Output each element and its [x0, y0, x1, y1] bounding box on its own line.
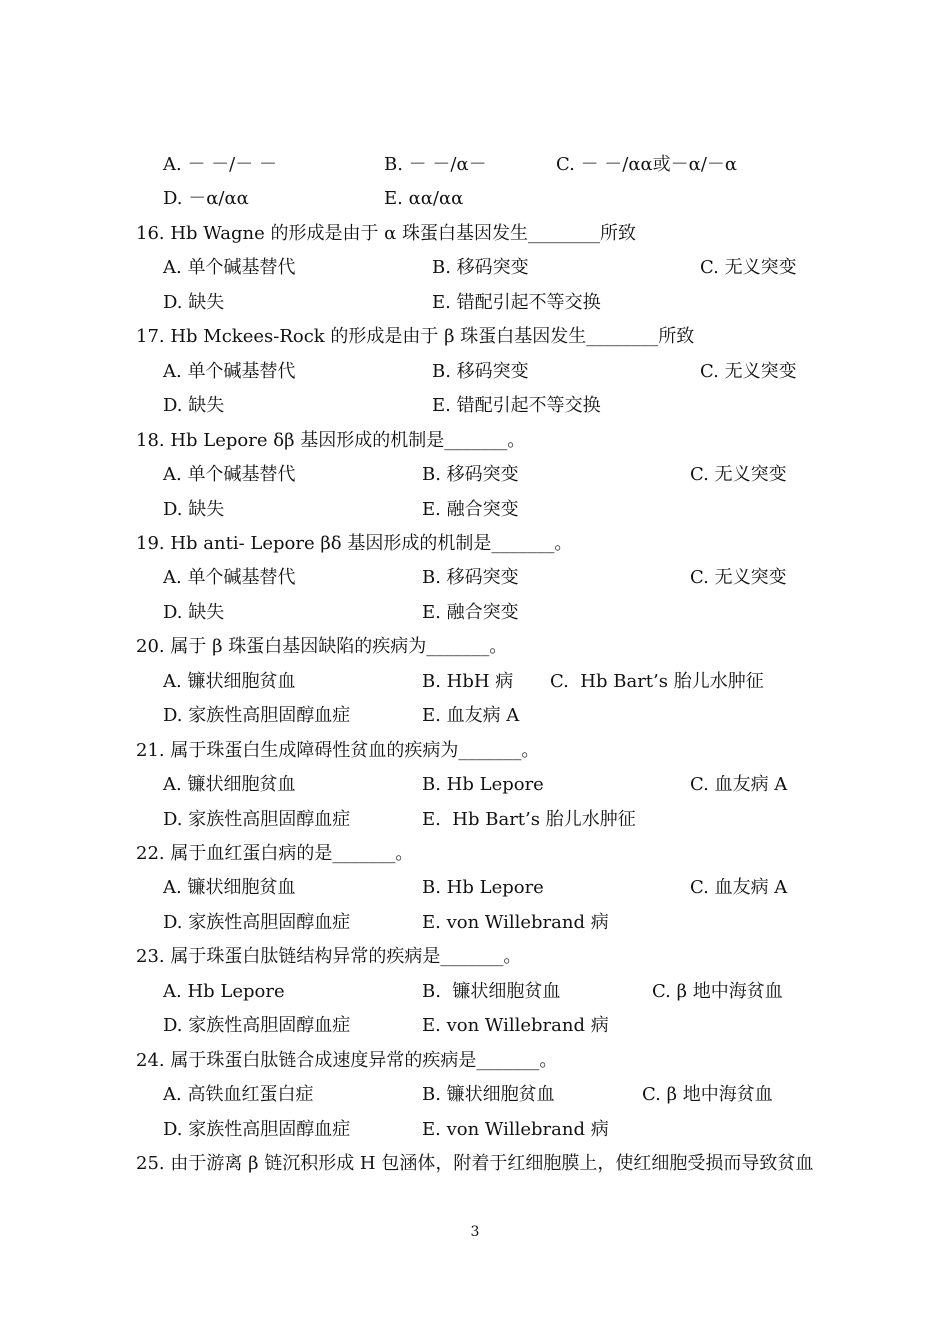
answer-option: D. 家族性高胆固醇血症: [163, 808, 351, 830]
option-line: [0, 596, 950, 630]
answer-option: D. 家族性高胆固醇血症: [163, 1118, 351, 1140]
question-line: [0, 1147, 950, 1181]
question-text: 18. Hb Lepore δβ 基因形成的机制是_______。: [136, 429, 526, 451]
answer-option: A. 单个碱基替代: [163, 567, 296, 589]
answer-option: A. 单个碱基替代: [163, 257, 296, 279]
answer-option: E. von Willebrand 病: [422, 911, 609, 933]
question-text: 19. Hb anti- Lepore βδ 基因形成的机制是_______。: [136, 532, 573, 554]
answer-option: B. Hb Lepore: [422, 774, 544, 796]
answer-option: B. 移码突变: [422, 567, 519, 589]
answer-option: E. 错配引起不等交换: [432, 395, 601, 417]
answer-option: C. 无义突变: [700, 360, 797, 382]
answer-option: A. 单个碱基替代: [163, 464, 296, 486]
answer-option: E. 错配引起不等交换: [432, 291, 601, 313]
answer-option: B. 镰状细胞贫血: [422, 1084, 555, 1106]
answer-option: D. 缺失: [163, 601, 225, 623]
option-line: [0, 493, 950, 527]
question-line: [0, 837, 950, 871]
question-line: [0, 734, 950, 768]
answer-option: A. － －/－ －: [163, 154, 277, 175]
answer-option: B. HbH 病: [422, 670, 514, 692]
option-line: [0, 1113, 950, 1147]
answer-option: C. － －/αα或－α/－α: [556, 154, 738, 175]
answer-option: B. 移码突变: [432, 360, 529, 382]
answer-option: E. 血友病 A: [422, 705, 520, 727]
answer-option: A. 镰状细胞贫血: [163, 877, 296, 899]
answer-option: A. 高铁血红蛋白症: [163, 1084, 314, 1106]
option-line: [0, 182, 950, 216]
option-line: [0, 871, 950, 905]
option-line: [0, 355, 950, 389]
answer-option: A. 镰状细胞贫血: [163, 670, 296, 692]
question-line: [0, 320, 950, 354]
answer-option: D. 家族性高胆固醇血症: [163, 911, 351, 933]
answer-option: B. 移码突变: [422, 464, 519, 486]
question-line: [0, 630, 950, 664]
answer-option: C. Hb Bart’s 胎儿水肿征: [550, 670, 764, 692]
option-line: [0, 458, 950, 492]
option-line: [0, 665, 950, 699]
answer-option: E. 融合突变: [422, 498, 519, 520]
option-line: [0, 1078, 950, 1112]
answer-option: E. 融合突变: [422, 601, 519, 623]
answer-option: D. 缺失: [163, 291, 225, 313]
question-text: 21. 属于珠蛋白生成障碍性贫血的疾病为_______。: [136, 739, 540, 761]
answer-option: E. von Willebrand 病: [422, 1118, 609, 1140]
option-line: [0, 251, 950, 285]
answer-option: B. Hb Lepore: [422, 877, 544, 899]
answer-option: C. β 地中海贫血: [642, 1084, 773, 1106]
answer-option: D. －α/αα: [163, 188, 249, 210]
answer-option: C. 无义突变: [690, 464, 787, 486]
question-line: [0, 1044, 950, 1078]
question-line: [0, 940, 950, 974]
answer-option: B. 移码突变: [432, 257, 529, 279]
option-line: [0, 699, 950, 733]
option-line: [0, 286, 950, 320]
option-line: [0, 975, 950, 1009]
answer-option: E. von Willebrand 病: [422, 1015, 609, 1037]
question-line: [0, 527, 950, 561]
answer-option: E. αα/αα: [384, 188, 464, 210]
answer-option: E. Hb Bart’s 胎儿水肿征: [422, 808, 636, 830]
option-line: [0, 803, 950, 837]
answer-option: A. 单个碱基替代: [163, 360, 296, 382]
question-line: [0, 217, 950, 251]
option-line: [0, 561, 950, 595]
answer-option: B. － －/α－: [384, 154, 487, 175]
option-line: [0, 148, 950, 182]
answer-option: A. Hb Lepore: [163, 980, 285, 1002]
page-number: 3: [470, 1224, 480, 1240]
option-line: [0, 1009, 950, 1043]
question-text: 17. Hb Mckees-Rock 的形成是由于 β 珠蛋白基因发生________所致: [136, 326, 695, 348]
answer-option: A. 镰状细胞贫血: [163, 774, 296, 796]
answer-option: C. 血友病 A: [690, 877, 788, 899]
question-line: [0, 424, 950, 458]
answer-option: C. 无义突变: [700, 257, 797, 279]
answer-option: D. 缺失: [163, 395, 225, 417]
answer-option: B. 镰状细胞贫血: [422, 980, 561, 1002]
answer-option: D. 家族性高胆固醇血症: [163, 705, 351, 727]
answer-option: C. 无义突变: [690, 567, 787, 589]
question-text: 23. 属于珠蛋白肽链结构异常的疾病是_______。: [136, 946, 522, 968]
option-line: [0, 906, 950, 940]
answer-option: D. 缺失: [163, 498, 225, 520]
answer-option: D. 家族性高胆固醇血症: [163, 1015, 351, 1037]
option-line: [0, 768, 950, 802]
option-line: [0, 389, 950, 423]
question-text: 25. 由于游离 β 链沉积形成 H 包涵体，附着于红细胞膜上，使红细胞受损而导致贫血: [136, 1153, 814, 1175]
answer-option: C. β 地中海贫血: [652, 980, 783, 1002]
question-text: 16. Hb Wagne 的形成是由于 α 珠蛋白基因发生________所致: [136, 222, 637, 244]
question-text: 24. 属于珠蛋白肽链合成速度异常的疾病是_______。: [136, 1049, 558, 1071]
answer-option: C. 血友病 A: [690, 774, 788, 796]
question-text: 20. 属于 β 珠蛋白基因缺陷的疾病为_______。: [136, 636, 508, 658]
question-text: 22. 属于血红蛋白病的是_______。: [136, 843, 414, 864]
